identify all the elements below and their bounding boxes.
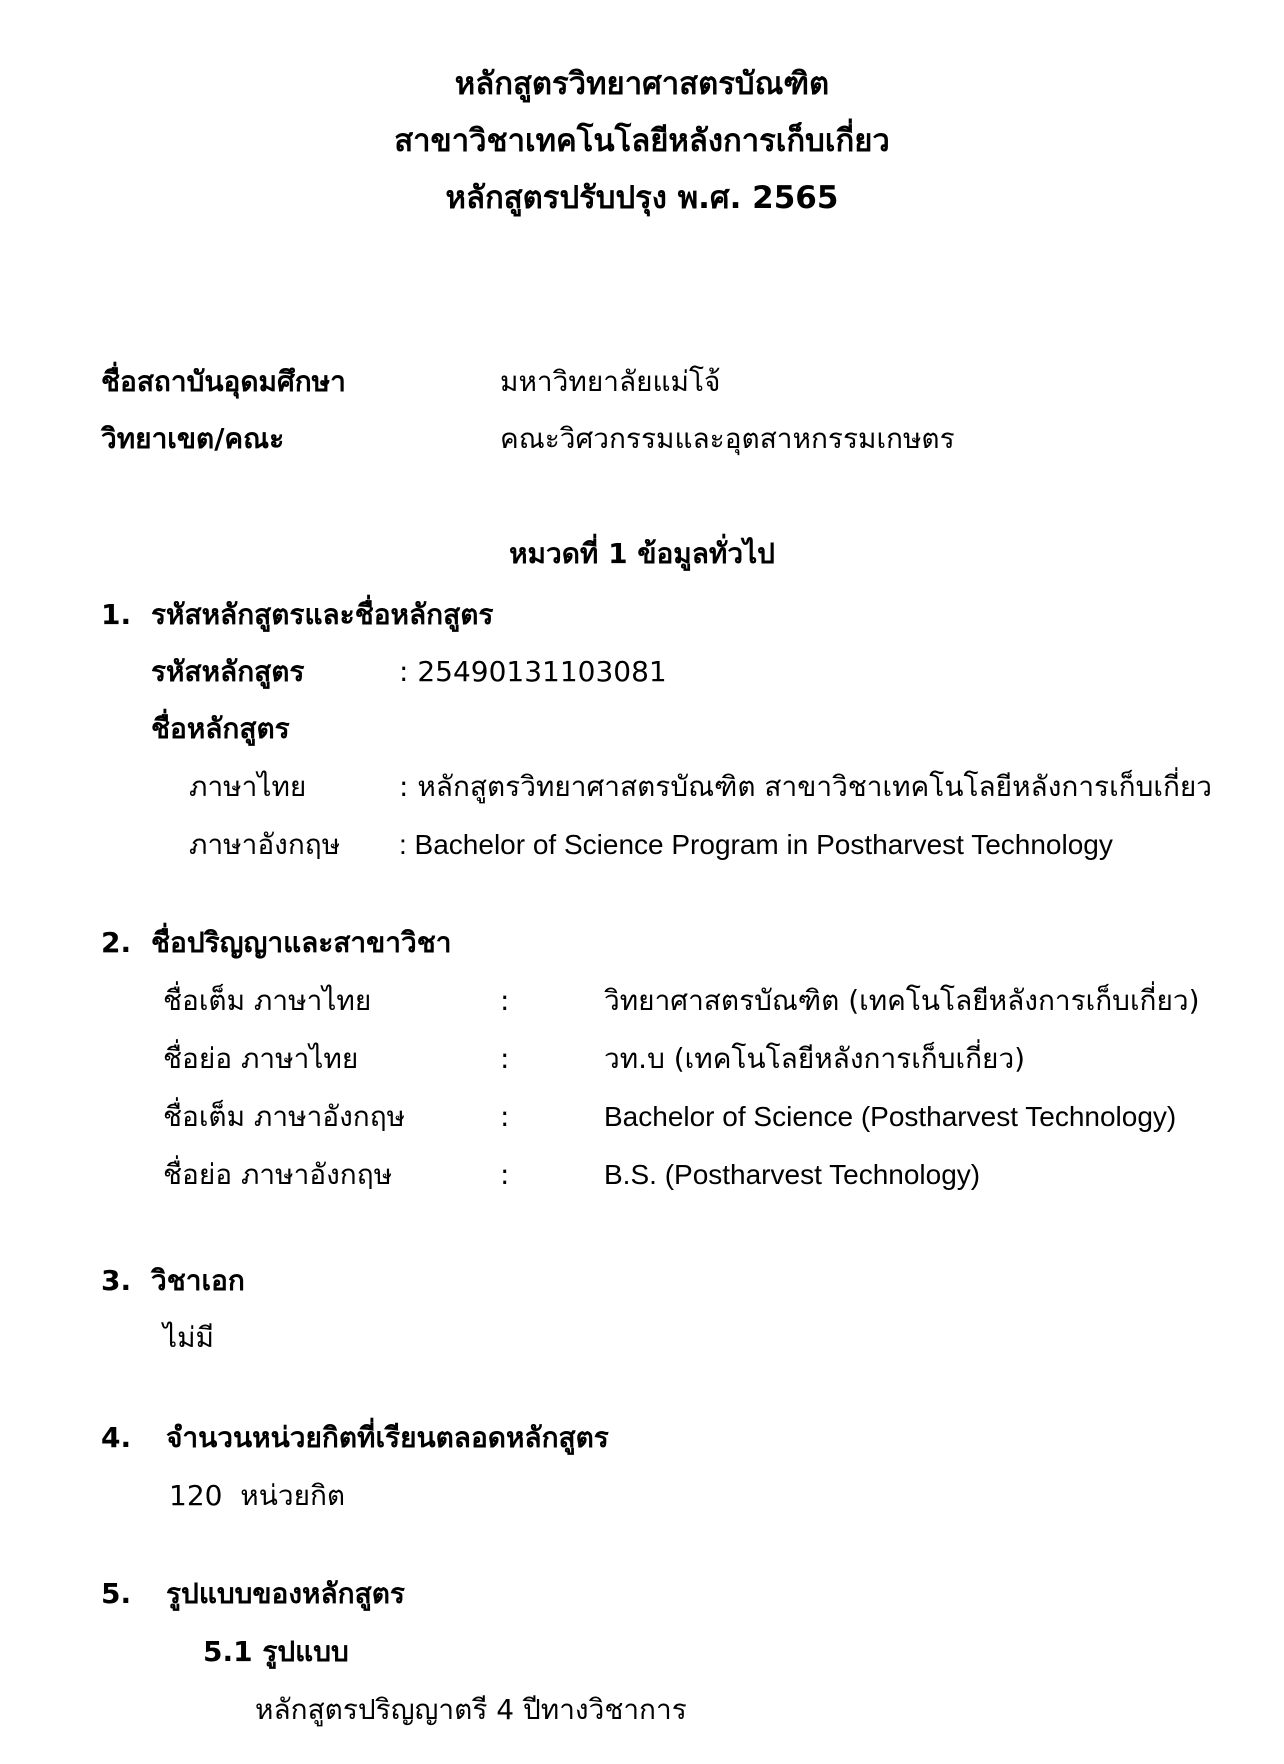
section2-number: 2. <box>101 926 132 959</box>
section5-number: 5. <box>101 1577 132 1610</box>
major-value: ไม่มี <box>163 1321 214 1354</box>
section1-number: 1. <box>101 598 132 631</box>
section2-heading: ชื่อปริญญาและสาขาวิชา <box>151 926 452 959</box>
degree-row-value: วท.บ (เทคโนโลยีหลังการเก็บเกี่ยว) <box>604 1042 1026 1075</box>
program-code-label: รหัสหลักสูตร <box>151 655 305 688</box>
chapter-title: หมวดที่ 1 ข้อมูลทั่วไป <box>509 537 775 570</box>
section5-1-heading: 5.1 รูปแบบ <box>203 1635 349 1668</box>
program-code-value: : 25490131103081 <box>399 655 667 688</box>
program-name-label: ชื่อหลักสูตร <box>151 712 290 745</box>
degree-row-value: วิทยาศาสตรบัณฑิต (เทคโนโลยีหลังการเก็บเกี่ยว) <box>604 984 1200 1017</box>
degree-row-label: ชื่อเต็ม ภาษาไทย <box>163 984 372 1017</box>
degree-row-colon: : <box>500 1042 510 1075</box>
section3-heading: วิชาเอก <box>151 1264 245 1297</box>
section4-number: 4. <box>101 1421 132 1454</box>
program-name-thai-label: ภาษาไทย <box>189 770 307 803</box>
section1-heading: รหัสหลักสูตรและชื่อหลักสูตร <box>151 598 494 631</box>
institution-name-value: มหาวิทยาลัยแม่โจ้ <box>500 365 721 398</box>
program-name-eng-value: : Bachelor of Science Program in Postharvest Technology <box>399 829 1113 860</box>
header-title-line1: หลักสูตรวิทยาศาสตรบัณฑิต <box>454 66 830 102</box>
degree-row-colon: : <box>500 1158 510 1191</box>
degree-row-value: Bachelor of Science (Postharvest Technology) <box>604 1101 1177 1132</box>
institution-name-label: ชื่อสถาบันอุดมศึกษา <box>101 365 346 398</box>
degree-row-colon: : <box>500 984 510 1017</box>
section5-1-value: หลักสูตรปริญญาตรี 4 ปีทางวิชาการ <box>255 1693 687 1726</box>
faculty-value: คณะวิศวกรรมและอุตสาหกรรมเกษตร <box>500 422 955 455</box>
section5-heading: รูปแบบของหลักสูตร <box>166 1577 405 1610</box>
section3-number: 3. <box>101 1264 132 1297</box>
program-name-eng-label: ภาษาอังกฤษ <box>189 828 341 861</box>
degree-row-label: ชื่อเต็ม ภาษาอังกฤษ <box>163 1100 406 1133</box>
header-title-line3: หลักสูตรปรับปรุง พ.ศ. 2565 <box>445 180 839 216</box>
faculty-label: วิทยาเขต/คณะ <box>101 422 285 455</box>
header-title-line2: สาขาวิชาเทคโนโลยีหลังการเก็บเกี่ยว <box>394 123 890 159</box>
degree-row-label: ชื่อย่อ ภาษาไทย <box>163 1042 359 1075</box>
credits-value: 120 หน่วยกิต <box>169 1479 346 1512</box>
degree-row-value: B.S. (Postharvest Technology) <box>604 1159 981 1190</box>
program-name-thai-value: : หลักสูตรวิทยาศาสตรบัณฑิต สาขาวิชาเทคโนโลยีหลังการเก็บเกี่ยว <box>399 770 1213 803</box>
section4-heading: จำนวนหน่วยกิตที่เรียนตลอดหลักสูตร <box>166 1421 609 1454</box>
degree-row-colon: : <box>500 1100 510 1133</box>
degree-row-label: ชื่อย่อ ภาษาอังกฤษ <box>163 1158 393 1191</box>
